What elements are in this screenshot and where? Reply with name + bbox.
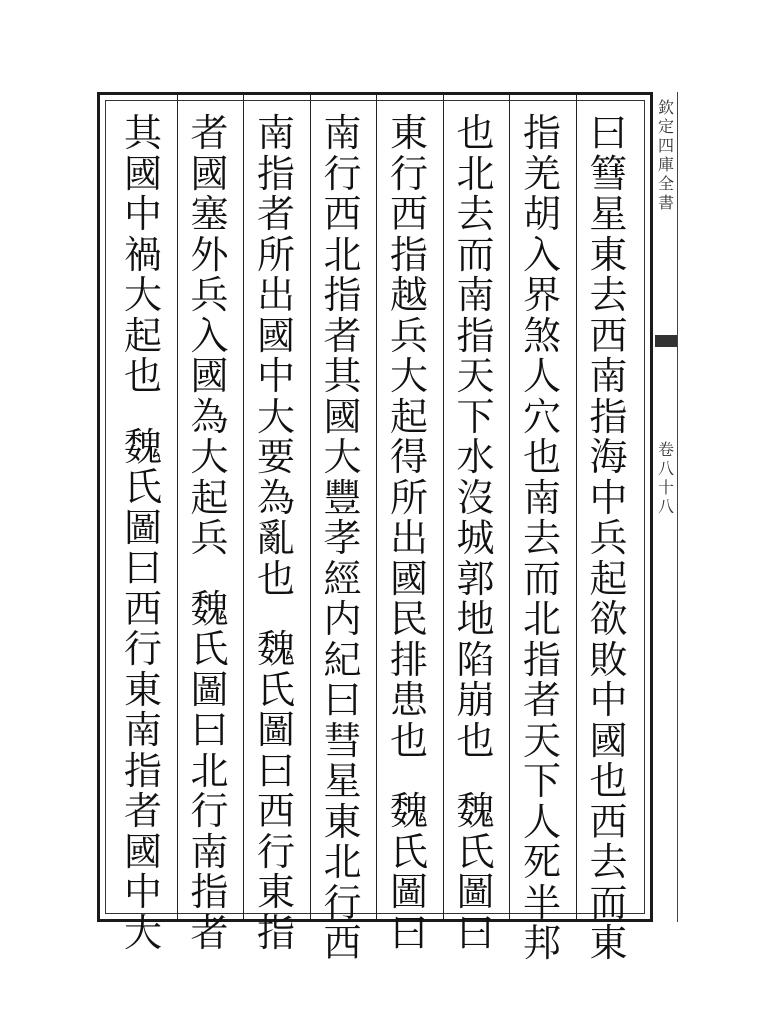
glyph: 起 xyxy=(389,394,428,439)
glyph: 也 xyxy=(123,354,162,398)
glyph: 塞 xyxy=(190,192,229,236)
glyph: 敗 xyxy=(589,637,628,682)
glyph: 亂 xyxy=(256,516,295,560)
glyph: 圖 xyxy=(456,870,495,914)
column-rule xyxy=(376,95,377,919)
glyph: 大 xyxy=(123,910,162,955)
column-rule xyxy=(576,95,577,919)
glyph: 而 xyxy=(456,232,495,277)
glyph: 也 xyxy=(389,718,428,763)
glyph: 水 xyxy=(456,435,495,479)
glyph: 外 xyxy=(190,232,229,277)
glyph: 氏 xyxy=(256,667,295,712)
glyph: 魏 xyxy=(123,424,162,469)
glyph: 行 xyxy=(323,151,362,196)
glyph: 所 xyxy=(389,475,428,520)
glyph: 去 xyxy=(456,192,495,236)
glyph: 者 xyxy=(123,789,162,833)
glyph: 入 xyxy=(190,313,229,358)
glyph: 天 xyxy=(522,718,561,763)
glyph: 下 xyxy=(522,759,561,803)
text-frame xyxy=(97,92,653,965)
glyph: 欲 xyxy=(589,597,628,641)
text-column xyxy=(315,113,371,964)
glyph: 大 xyxy=(256,394,295,439)
glyph: 星 xyxy=(323,759,362,803)
glyph: 魏 xyxy=(389,789,428,833)
glyph: 中 xyxy=(256,354,295,398)
glyph: 者 xyxy=(190,111,229,155)
glyph: 下 xyxy=(456,394,495,439)
glyph: 氏 xyxy=(456,829,495,874)
glyph: 行 xyxy=(323,880,362,925)
glyph: 南 xyxy=(589,354,628,398)
glyph: 而 xyxy=(589,880,628,925)
margin-juan-number: 卷 八 十 八 xyxy=(657,440,674,516)
text-column xyxy=(182,113,238,953)
glyph: 排 xyxy=(389,637,428,682)
glyph: 西 xyxy=(256,789,295,833)
glyph: 氏 xyxy=(190,627,229,671)
glyph: 星 xyxy=(589,192,628,236)
glyph: 行 xyxy=(123,627,162,671)
glyph: 禍 xyxy=(123,232,162,277)
glyph: 者 xyxy=(522,678,561,722)
glyph: 死 xyxy=(522,840,561,884)
glyph: 指 xyxy=(456,313,495,358)
column-rule xyxy=(177,95,178,919)
glyph: 南 xyxy=(323,111,362,155)
glyph: 曰 xyxy=(589,111,628,155)
glyph: 東 xyxy=(589,232,628,277)
glyph: 北 xyxy=(456,151,495,196)
glyph: 魏 xyxy=(256,627,295,671)
glyph: 圖 xyxy=(190,667,229,712)
glyph: 中 xyxy=(123,870,162,914)
glyph: 其 xyxy=(123,111,162,155)
glyph: 也 xyxy=(456,111,495,155)
glyph: 曰 xyxy=(323,678,362,722)
glyph: 東 xyxy=(389,111,428,155)
glyph: 中 xyxy=(123,192,162,236)
glyph: 起 xyxy=(123,313,162,358)
glyph: 指 xyxy=(522,637,561,682)
glyph: 西 xyxy=(123,586,162,631)
glyph: 魏 xyxy=(456,789,495,833)
glyph: 經 xyxy=(323,556,362,601)
glyph: 為 xyxy=(190,394,229,439)
glyph: 北 xyxy=(522,597,561,641)
glyph: 大 xyxy=(190,435,229,479)
glyph: 入 xyxy=(522,232,561,277)
glyph: 行 xyxy=(190,789,229,833)
glyph: 南 xyxy=(123,708,162,752)
glyph: 所 xyxy=(256,232,295,277)
glyph: 大 xyxy=(123,273,162,317)
glyph: 國 xyxy=(190,151,229,196)
glyph: 煞 xyxy=(522,313,561,358)
glyph: 國 xyxy=(389,556,428,601)
glyph: 西 xyxy=(589,799,628,844)
glyph: 東 xyxy=(123,667,162,712)
glyph: 也 xyxy=(589,759,628,803)
glyph: 民 xyxy=(389,597,428,641)
glyph: 兵 xyxy=(389,313,428,358)
glyph: 者 xyxy=(190,910,229,955)
glyph: 天 xyxy=(456,354,495,398)
margin-book-title: 欽 定 四 庫 全 書 xyxy=(657,98,674,212)
column-rule xyxy=(243,95,244,919)
glyph: 孝 xyxy=(323,516,362,560)
glyph: 穴 xyxy=(522,394,561,439)
column-rule xyxy=(443,95,444,919)
glyph: 東 xyxy=(256,870,295,914)
glyph: 國 xyxy=(123,829,162,874)
glyph: 要 xyxy=(256,435,295,479)
glyph: 邦 xyxy=(522,921,561,965)
glyph: 地 xyxy=(456,597,495,641)
glyph: 指 xyxy=(256,910,295,955)
glyph: 患 xyxy=(389,678,428,722)
glyph: 起 xyxy=(589,556,628,601)
glyph: 去 xyxy=(589,840,628,884)
text-column xyxy=(248,113,304,953)
glyph: 胡 xyxy=(522,192,561,236)
glyph: 指 xyxy=(190,870,229,914)
glyph: 羌 xyxy=(522,151,561,196)
glyph: 行 xyxy=(256,829,295,874)
glyph: 圖 xyxy=(256,708,295,752)
glyph: 國 xyxy=(323,394,362,439)
column-rule xyxy=(509,95,510,919)
glyph: 北 xyxy=(190,748,229,793)
glyph: 圖 xyxy=(389,870,428,914)
glyph: 兵 xyxy=(190,273,229,317)
glyph: 起 xyxy=(190,475,229,520)
fish-tail-mark xyxy=(655,335,677,347)
glyph: 去 xyxy=(589,273,628,317)
glyph: 指 xyxy=(522,111,561,155)
glyph: 城 xyxy=(456,516,495,560)
text-column xyxy=(581,113,637,964)
glyph: 海 xyxy=(589,435,628,479)
glyph: 西 xyxy=(323,192,362,236)
glyph: 大 xyxy=(323,435,362,479)
glyph: 出 xyxy=(389,516,428,560)
glyph: 紀 xyxy=(323,637,362,682)
glyph: 西 xyxy=(589,313,628,358)
glyph: 北 xyxy=(323,232,362,277)
glyph: 沒 xyxy=(456,475,495,520)
glyph: 指 xyxy=(389,232,428,277)
glyph: 圖 xyxy=(123,505,162,550)
glyph: 半 xyxy=(522,880,561,925)
text-column xyxy=(381,113,437,953)
glyph: 曰 xyxy=(456,910,495,955)
glyph: 越 xyxy=(389,273,428,317)
glyph: 國 xyxy=(256,313,295,358)
glyph: 曰 xyxy=(256,748,295,793)
glyph: 指 xyxy=(256,151,295,196)
glyph: 指 xyxy=(123,748,162,793)
glyph: 出 xyxy=(256,273,295,317)
text-column xyxy=(448,113,504,953)
glyph: 也 xyxy=(256,556,295,601)
glyph: 内 xyxy=(323,597,362,641)
glyph: 指 xyxy=(323,273,362,317)
glyph: 南 xyxy=(522,475,561,520)
glyph: 曰 xyxy=(389,910,428,955)
glyph: 中 xyxy=(589,475,628,520)
glyph: 為 xyxy=(256,475,295,520)
glyph: 西 xyxy=(389,192,428,236)
glyph: 篲 xyxy=(589,151,628,196)
glyph: 行 xyxy=(389,151,428,196)
glyph: 去 xyxy=(522,516,561,560)
glyph: 曰 xyxy=(190,708,229,752)
glyph: 南 xyxy=(190,829,229,874)
glyph: 得 xyxy=(389,435,428,479)
glyph: 西 xyxy=(323,921,362,965)
glyph: 兵 xyxy=(190,516,229,560)
glyph: 人 xyxy=(522,799,561,844)
glyph: 也 xyxy=(456,718,495,763)
glyph: 魏 xyxy=(190,586,229,631)
glyph: 南 xyxy=(456,273,495,317)
glyph: 陷 xyxy=(456,637,495,682)
glyph: 曰 xyxy=(123,546,162,590)
glyph: 崩 xyxy=(456,678,495,722)
text-column xyxy=(514,113,570,964)
glyph: 其 xyxy=(323,354,362,398)
text-column xyxy=(115,113,171,953)
glyph: 界 xyxy=(522,273,561,317)
glyph: 東 xyxy=(589,921,628,965)
glyph: 人 xyxy=(522,354,561,398)
column-rule xyxy=(310,95,311,919)
glyph: 北 xyxy=(323,840,362,884)
glyph: 豐 xyxy=(323,475,362,520)
glyph: 者 xyxy=(256,192,295,236)
glyph: 國 xyxy=(190,354,229,398)
glyph: 者 xyxy=(323,313,362,358)
glyph: 指 xyxy=(589,394,628,439)
glyph: 兵 xyxy=(589,516,628,560)
glyph: 郭 xyxy=(456,556,495,601)
glyph: 氏 xyxy=(123,465,162,509)
glyph: 大 xyxy=(389,354,428,398)
glyph: 彗 xyxy=(323,718,362,763)
glyph: 中 xyxy=(589,678,628,722)
glyph: 也 xyxy=(522,435,561,479)
glyph: 國 xyxy=(589,718,628,763)
glyph: 而 xyxy=(522,556,561,601)
glyph: 南 xyxy=(256,111,295,155)
glyph: 氏 xyxy=(389,829,428,874)
glyph: 東 xyxy=(323,799,362,844)
glyph: 國 xyxy=(123,151,162,196)
